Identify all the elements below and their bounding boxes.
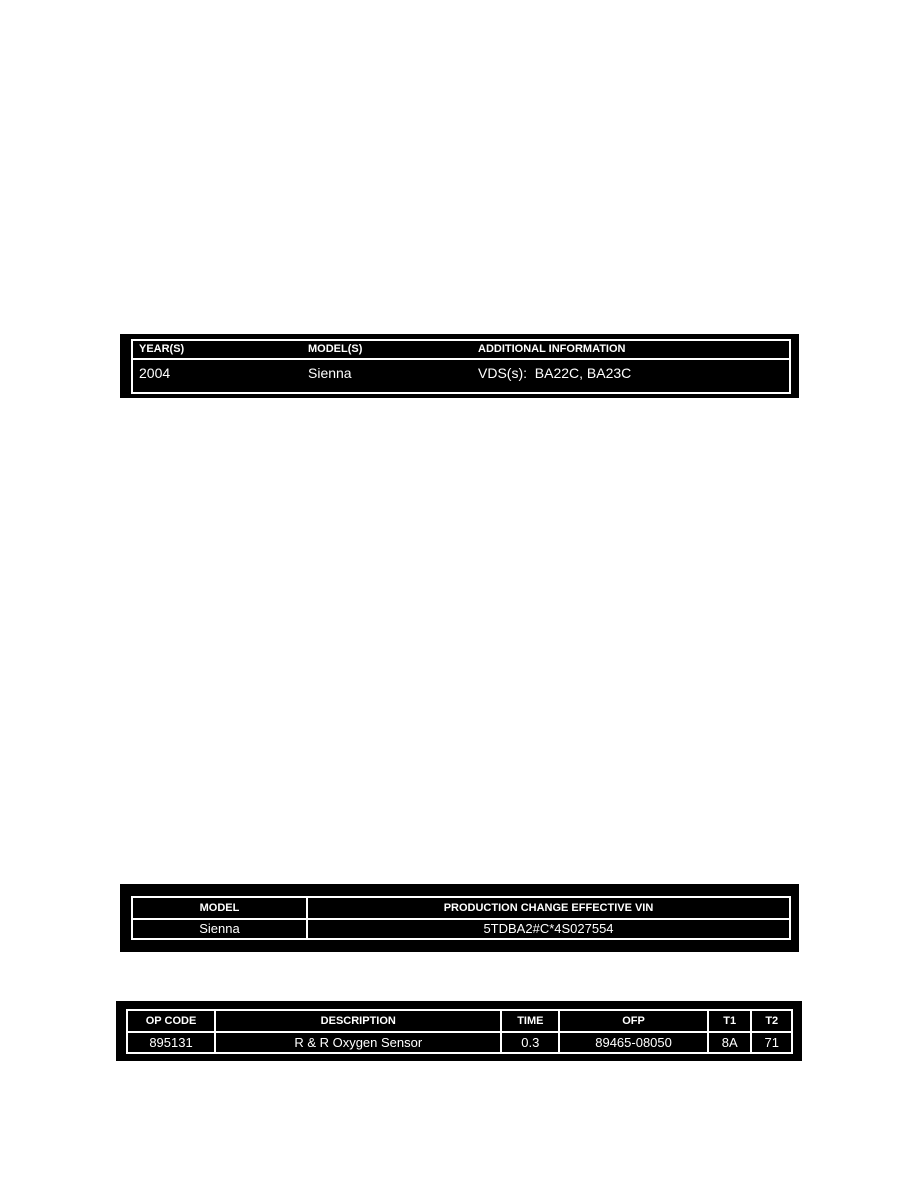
production-change-table-panel [120,884,799,952]
table-header-row [132,340,790,359]
cell-effective-vin: 5TDBA2#C*4S027554 [307,919,790,939]
column-header-time: TIME [501,1010,559,1032]
cell-op-code: 895131 [127,1032,215,1053]
column-header-additional-information: ADDITIONAL INFORMATION [472,340,790,359]
cell-t2: 71 [751,1032,792,1053]
column-header-years: YEAR(S) [132,340,302,359]
column-header-ofp: OFP [559,1010,708,1032]
warranty-table [126,1009,793,1054]
production-change-table [131,896,791,940]
column-header-t1: T1 [708,1010,752,1032]
applicability-table [131,339,791,394]
table-header-row [132,897,790,919]
column-header-description: DESCRIPTION [215,1010,501,1032]
table-row [132,359,790,393]
cell-t1: 8A [708,1032,752,1053]
cell-description: R & R Oxygen Sensor [215,1032,501,1053]
cell-model: Sienna [132,919,307,939]
table-row [127,1032,792,1053]
cell-ofp: 89465-08050 [559,1032,708,1053]
cell-time: 0.3 [501,1032,559,1053]
column-header-models: MODEL(S) [302,340,472,359]
cell-model: Sienna [302,359,472,393]
column-header-op-code: OP CODE [127,1010,215,1032]
column-header-t2: T2 [751,1010,792,1032]
warranty-table-panel [116,1001,802,1061]
cell-year: 2004 [132,359,302,393]
cell-additional-information: VDS(s): BA22C, BA23C [472,359,790,393]
applicability-table-panel [120,334,799,398]
table-row [132,919,790,939]
column-header-effective-vin: PRODUCTION CHANGE EFFECTIVE VIN [307,897,790,919]
column-header-model: MODEL [132,897,307,919]
table-header-row [127,1010,792,1032]
